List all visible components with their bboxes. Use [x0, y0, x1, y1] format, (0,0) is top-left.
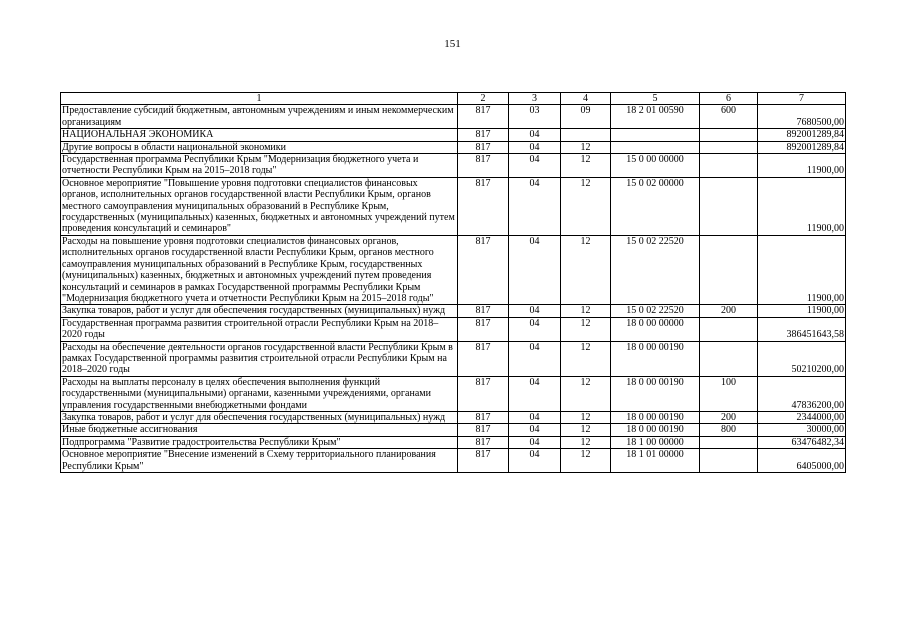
amount: 11900,00 — [758, 305, 846, 317]
expense-type-code: 200 — [700, 305, 758, 317]
expense-type-code — [700, 317, 758, 341]
budget-table — [60, 92, 846, 473]
header-cell: 3 — [509, 93, 561, 105]
target-item-code: 15 0 02 00000 — [611, 177, 700, 235]
ministry-code: 817 — [458, 235, 509, 304]
row-description: Другие вопросы в области национальной экономики — [61, 141, 458, 153]
amount: 11900,00 — [758, 235, 846, 304]
table-row — [61, 376, 846, 411]
section-code: 04 — [509, 235, 561, 304]
amount: 386451643,58 — [758, 317, 846, 341]
ministry-code: 817 — [458, 141, 509, 153]
expense-type-code — [700, 341, 758, 376]
ministry-code: 817 — [458, 105, 509, 129]
target-item-code: 18 0 00 00190 — [611, 341, 700, 376]
table-row — [61, 411, 846, 423]
subsection-code: 09 — [561, 105, 611, 129]
ministry-code: 817 — [458, 341, 509, 376]
amount: 6405000,00 — [758, 449, 846, 473]
table-header-row — [61, 93, 846, 105]
expense-type-code: 200 — [700, 411, 758, 423]
row-description: Расходы на обеспечение деятельности органов государственной власти Республики Крым в рамках Государственной программы развития строительной отрасли Республики Крым на 2018–2020 годы — [61, 341, 458, 376]
amount: 50210200,00 — [758, 341, 846, 376]
amount: 7680500,00 — [758, 105, 846, 129]
row-description: Основное мероприятие "Внесение изменений в Схему территориального планирования Республики Крым" — [61, 449, 458, 473]
target-item-code: 18 1 01 00000 — [611, 449, 700, 473]
subsection-code: 12 — [561, 154, 611, 178]
row-description: Подпрограмма "Развитие градостроительства Республики Крым" — [61, 436, 458, 448]
ministry-code: 817 — [458, 411, 509, 423]
section-code: 04 — [509, 177, 561, 235]
subsection-code: 12 — [561, 449, 611, 473]
section-code: 04 — [509, 376, 561, 411]
subsection-code: 12 — [561, 424, 611, 436]
target-item-code: 15 0 02 22520 — [611, 305, 700, 317]
section-code: 04 — [509, 411, 561, 423]
table-row — [61, 154, 846, 178]
section-code: 04 — [509, 449, 561, 473]
subsection-code: 12 — [561, 411, 611, 423]
section-code: 03 — [509, 105, 561, 129]
row-description: Закупка товаров, работ и услуг для обеспечения государственных (муниципальных) нужд — [61, 411, 458, 423]
table-row — [61, 449, 846, 473]
row-description: Основное мероприятие "Повышение уровня подготовки специалистов финансовых органов, исполнительных органов государственной власти Республики Крым, органов местного самоуправления муниципальных образований в Республике Крым, государственных (муниципальных) казенных, бюджетных и автономных учреждений путем проведения консультаций и семинаров" — [61, 177, 458, 235]
expense-type-code — [700, 235, 758, 304]
header-cell: 4 — [561, 93, 611, 105]
row-description: Расходы на выплаты персоналу в целях обеспечения выполнения функций государственными (муниципальными) органами, казенными учреждениями, органами управления государственными внебюджетными фондами — [61, 376, 458, 411]
expense-type-code: 800 — [700, 424, 758, 436]
section-code: 04 — [509, 317, 561, 341]
expense-type-code — [700, 154, 758, 178]
header-cell: 1 — [61, 93, 458, 105]
row-description: Государственная программа развития строительной отрасли Республики Крым на 2018–2020 годы — [61, 317, 458, 341]
expense-type-code: 100 — [700, 376, 758, 411]
amount: 892001289,84 — [758, 141, 846, 153]
amount: 892001289,84 — [758, 129, 846, 141]
ministry-code: 817 — [458, 154, 509, 178]
section-code: 04 — [509, 141, 561, 153]
header-cell: 5 — [611, 93, 700, 105]
amount: 30000,00 — [758, 424, 846, 436]
ministry-code: 817 — [458, 317, 509, 341]
row-description: Закупка товаров, работ и услуг для обеспечения государственных (муниципальных) нужд — [61, 305, 458, 317]
table-row — [61, 317, 846, 341]
table-row — [61, 235, 846, 304]
ministry-code: 817 — [458, 436, 509, 448]
subsection-code — [561, 129, 611, 141]
ministry-code: 817 — [458, 129, 509, 141]
expense-type-code — [700, 436, 758, 448]
ministry-code: 817 — [458, 424, 509, 436]
table-row — [61, 305, 846, 317]
page-number: 151 — [444, 38, 461, 50]
subsection-code: 12 — [561, 305, 611, 317]
ministry-code: 817 — [458, 305, 509, 317]
target-item-code: 15 0 00 00000 — [611, 154, 700, 178]
amount: 47836200,00 — [758, 376, 846, 411]
target-item-code: 18 0 00 00190 — [611, 424, 700, 436]
header-cell: 7 — [758, 93, 846, 105]
table-row — [61, 105, 846, 129]
ministry-code: 817 — [458, 449, 509, 473]
target-item-code: 18 0 00 00190 — [611, 411, 700, 423]
row-description: Предоставление субсидий бюджетным, автономным учреждениям и иным некоммерческим организациям — [61, 105, 458, 129]
row-description: Государственная программа Республики Крым "Модернизация бюджетного учета и отчетности Республики Крым на 2015–2018 годы" — [61, 154, 458, 178]
target-item-code — [611, 129, 700, 141]
ministry-code: 817 — [458, 177, 509, 235]
header-cell: 2 — [458, 93, 509, 105]
subsection-code: 12 — [561, 341, 611, 376]
target-item-code: 18 0 00 00190 — [611, 376, 700, 411]
table-row — [61, 424, 846, 436]
header-cell: 6 — [700, 93, 758, 105]
amount: 11900,00 — [758, 177, 846, 235]
subsection-code: 12 — [561, 235, 611, 304]
subsection-code: 12 — [561, 436, 611, 448]
subsection-code: 12 — [561, 177, 611, 235]
table-row — [61, 436, 846, 448]
target-item-code: 18 2 01 00590 — [611, 105, 700, 129]
amount: 2344000,00 — [758, 411, 846, 423]
subsection-code: 12 — [561, 141, 611, 153]
target-item-code: 18 0 00 00000 — [611, 317, 700, 341]
expense-type-code — [700, 129, 758, 141]
amount: 63476482,34 — [758, 436, 846, 448]
row-description: Расходы на повышение уровня подготовки специалистов финансовых органов, исполнительных органов государственной власти Республики Крым, органов местного самоуправления муниципальных образований в Республике Крым, государственных (муниципальных) казенных, бюджетных и автономных учреждений путем проведения консультаций и семинаров в рамках Государственной программы Республики Крым "Модернизация бюджетного учета и отчетности Республики Крым на 2015–2018 годы" — [61, 235, 458, 304]
ministry-code: 817 — [458, 376, 509, 411]
subsection-code: 12 — [561, 376, 611, 411]
expense-type-code — [700, 449, 758, 473]
section-code: 04 — [509, 154, 561, 178]
table-row — [61, 141, 846, 153]
row-description: Иные бюджетные ассигнования — [61, 424, 458, 436]
table-row — [61, 129, 846, 141]
subsection-code: 12 — [561, 317, 611, 341]
section-code: 04 — [509, 424, 561, 436]
row-description: НАЦИОНАЛЬНАЯ ЭКОНОМИКА — [61, 129, 458, 141]
section-code: 04 — [509, 341, 561, 376]
target-item-code: 15 0 02 22520 — [611, 235, 700, 304]
table-row — [61, 341, 846, 376]
expense-type-code — [700, 177, 758, 235]
target-item-code: 18 1 00 00000 — [611, 436, 700, 448]
amount: 11900,00 — [758, 154, 846, 178]
section-code: 04 — [509, 305, 561, 317]
expense-type-code: 600 — [700, 105, 758, 129]
expense-type-code — [700, 141, 758, 153]
section-code: 04 — [509, 129, 561, 141]
section-code: 04 — [509, 436, 561, 448]
table-row — [61, 177, 846, 235]
target-item-code — [611, 141, 700, 153]
